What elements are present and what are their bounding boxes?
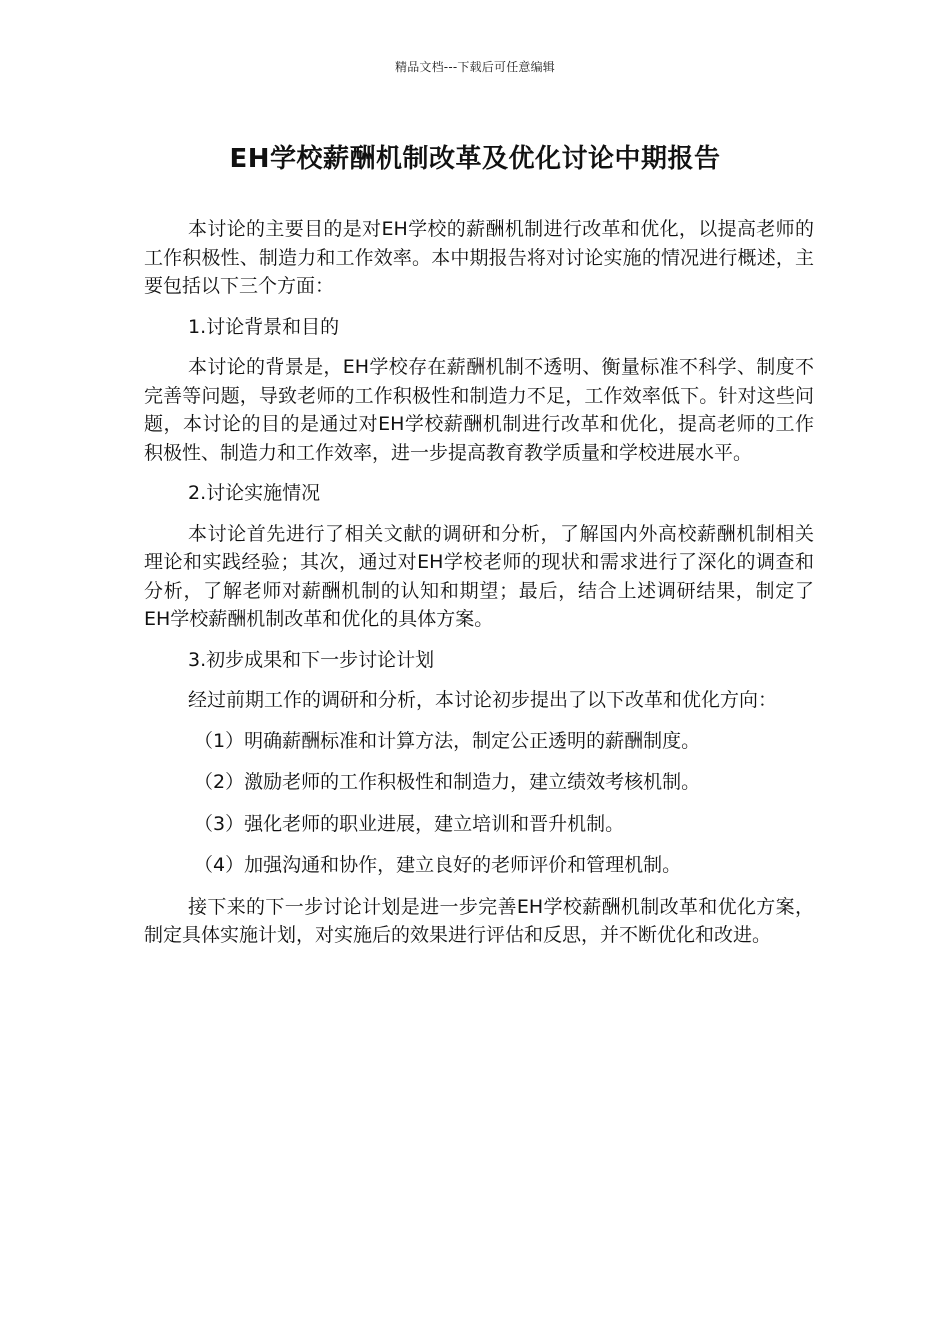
list-item: （2）激励老师的工作积极性和制造力，建立绩效考核机制。 (194, 771, 701, 793)
section-heading-results: 3.初步成果和下一步讨论计划 (188, 648, 435, 671)
results-paragraph: 经过前期工作的调研和分析，本讨论初步提出了以下改革和优化方向： (188, 689, 778, 711)
list-item: （3）强化老师的职业进展，建立培训和晋升机制。 (194, 812, 625, 835)
intro-paragraph: 本讨论的主要目的是对EH学校的薪酬机制进行改革和优化，以提高老师的工作积极性、制造力和工作效率。本中期报告将对讨论实施的情况进行概述，主要包括以下三个方面： (144, 218, 814, 297)
header-note: 精品文档---下载后可任意编辑 (395, 60, 555, 74)
section-heading-implementation: 2.讨论实施情况 (188, 482, 321, 504)
document-body (144, 215, 814, 962)
implementation-paragraph: 本讨论首先进行了相关文献的调研和分析，了解国内外高校薪酬机制相关理论和实践经验；其次，通过对EH学校老师的现状和需求进行了深化的调查和分析，了解老师对薪酬机制的认知和期望；最后，结合上述调研结果，制定了EH学校薪酬机制改革和优化的具体方案。 (144, 522, 814, 630)
list-item: （1）明确薪酬标准和计算方法，制定公正透明的薪酬制度。 (194, 729, 701, 752)
background-paragraph: 本讨论的背景是，EH学校存在薪酬机制不透明、衡量标准不科学、制度不完善等问题，导致老师的工作积极性和制造力不足，工作效率低下。针对这些问题，本讨论的目的是通过对EH学校薪酬机制进行改革和优化，提高老师的工作积极性、制造力和工作效率，进一步提高教育教学质量和学校进展水平。 (144, 356, 814, 464)
document-title: EH学校薪酬机制改革及优化讨论中期报告 (229, 144, 721, 174)
closing-paragraph: 接下来的下一步讨论计划是进一步完善EH学校薪酬机制改革和优化方案，制定具体实施计划，对实施后的效果进行评估和反思，并不断优化和改进。 (144, 895, 814, 946)
list-item: （4）加强沟通和协作，建立良好的老师评价和管理机制。 (194, 854, 682, 876)
section-heading-background: 1.讨论背景和目的 (188, 315, 340, 338)
